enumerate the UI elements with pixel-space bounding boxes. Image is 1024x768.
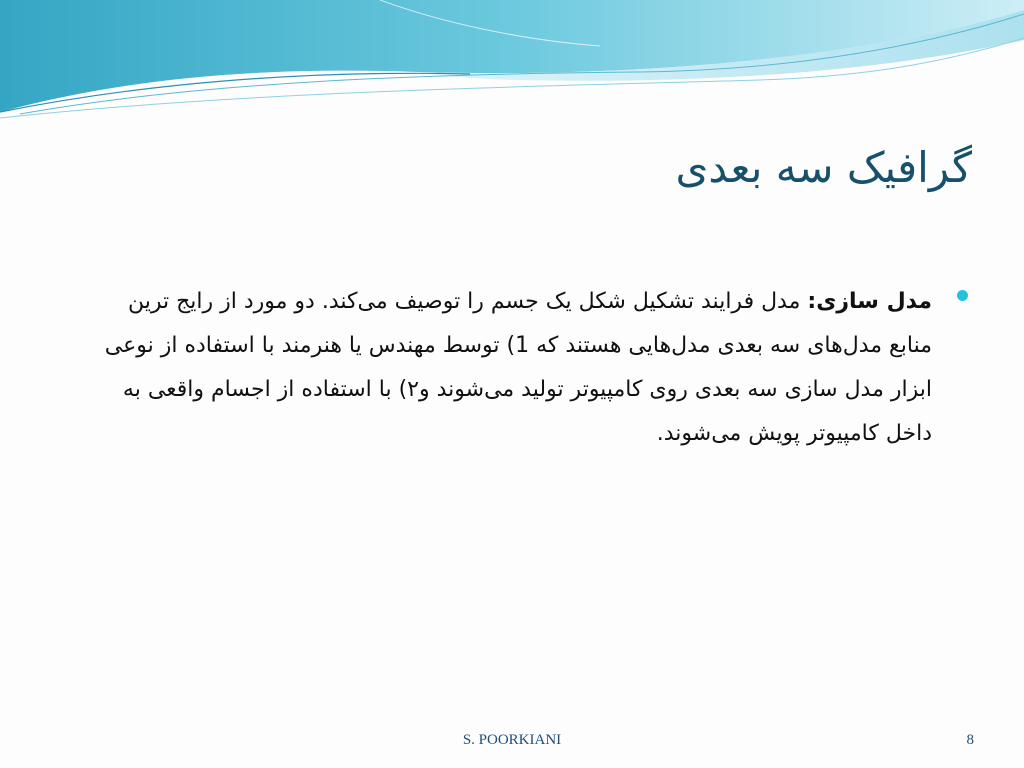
footer-author: S. POORKIANI xyxy=(462,732,562,748)
page-number: 8 xyxy=(966,732,974,748)
bullet-icon xyxy=(957,290,968,301)
header-wave-decoration xyxy=(0,0,1024,130)
bullet-term: مدل سازی: xyxy=(807,289,932,314)
slide-title: گرافیک سه بعدی xyxy=(675,143,972,192)
bullet-paragraph xyxy=(82,280,932,456)
bullet-text: مدل فرایند تشکیل شکل یک جسم را توصیف می‌کند. دو مورد از رایج ترین منابع مدل‌های سه بعدی مدل‌هایی هستند که 1) توسط مهندس یا هنرمند با استفاده از نوعی ابزار مدل سازی سه بعدی روی کامپیوتر تولید می‌شوند و۲) با استفاده از اجسام واقعی به داخل کامپیوتر پویش می‌شوند. xyxy=(104,289,932,446)
